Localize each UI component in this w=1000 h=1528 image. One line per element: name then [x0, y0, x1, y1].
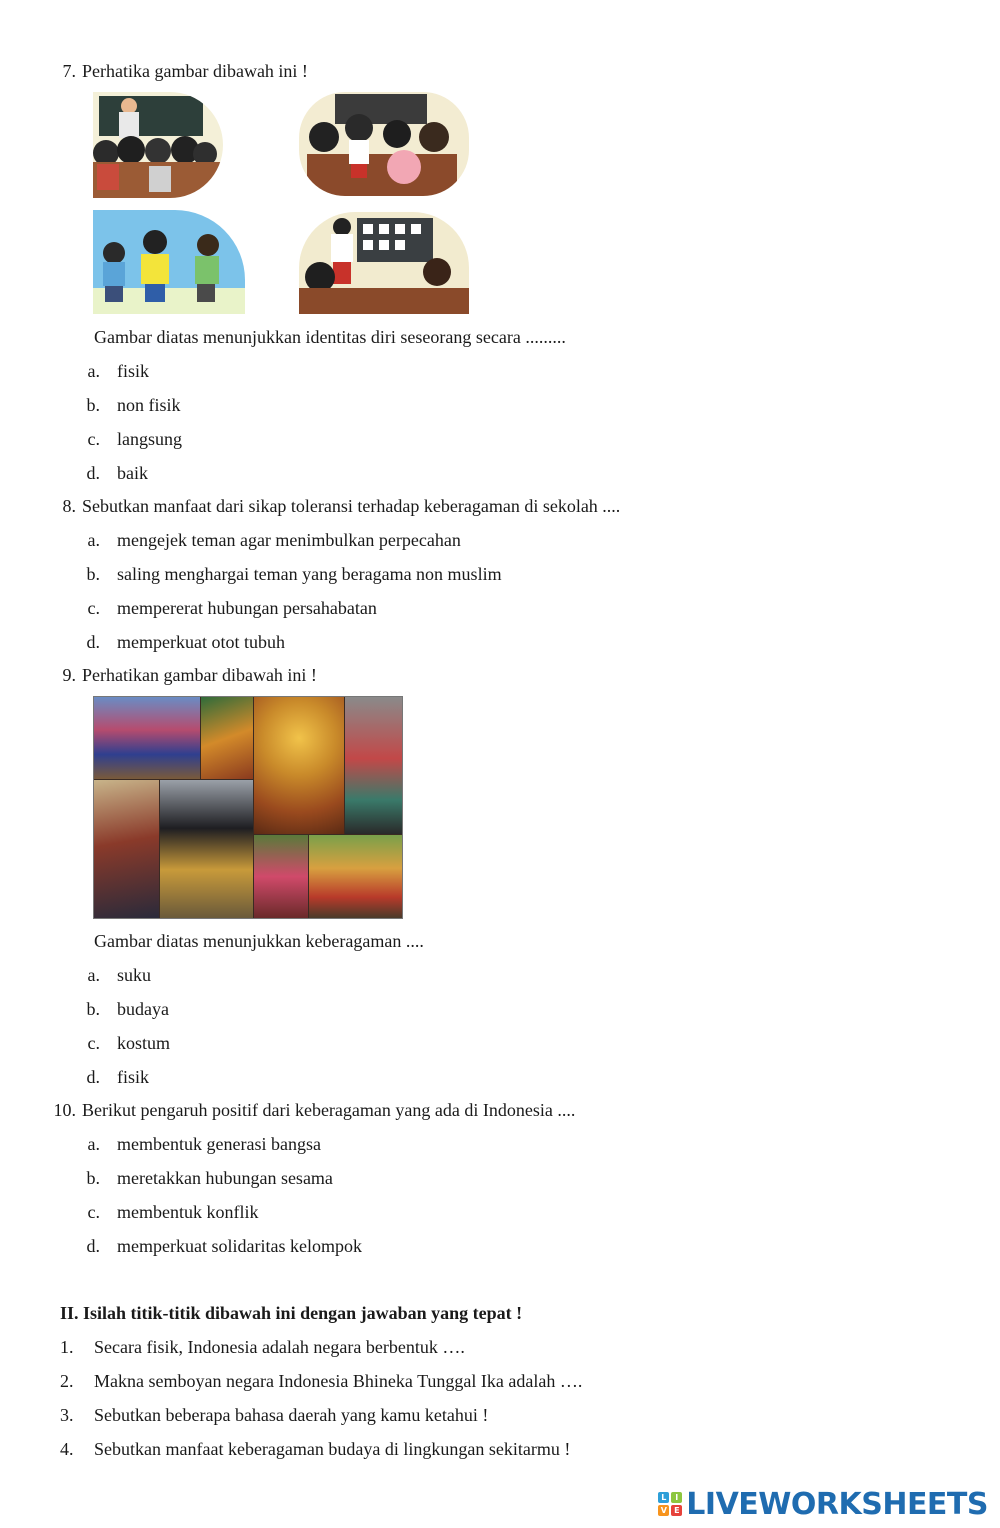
option-text[interactable]: meretakkan hubungan sesama [117, 1168, 333, 1188]
question-text: Perhatikan gambar dibawah ini ! [82, 665, 317, 685]
identity-illustration [93, 92, 481, 314]
option-letter: b. [86, 1168, 100, 1188]
option-letter: b. [86, 999, 100, 1019]
question-caption: Gambar diatas menunjukkan identitas diri seseorang secara ......... [94, 327, 566, 347]
item-text: Makna semboyan negara Indonesia Bhineka Tunggal Ika adalah …. [94, 1371, 583, 1391]
option-letter: a. [87, 1134, 100, 1154]
option-text[interactable]: fisik [117, 1067, 150, 1087]
option-letter: c. [87, 598, 100, 618]
section-heading: II. Isilah titik-titik dibawah ini dengan jawaban yang tepat ! [60, 1303, 523, 1323]
option-text[interactable]: membentuk konflik [117, 1202, 259, 1222]
option-letter: b. [86, 395, 100, 415]
liveworksheets-logo-icon [658, 1492, 682, 1516]
option-letter: a. [87, 361, 100, 381]
cultural-diversity-collage [93, 696, 403, 919]
logo-mark-tile: V [658, 1505, 669, 1516]
item-number: 1. [60, 1337, 74, 1357]
option-text[interactable]: non fisik [117, 395, 181, 415]
question-text: Perhatika gambar dibawah ini ! [82, 61, 308, 81]
option-text[interactable]: suku [117, 965, 152, 985]
option-letter: a. [87, 530, 100, 550]
item-number: 3. [60, 1405, 74, 1425]
option-letter: b. [86, 564, 100, 584]
item-text: Sebutkan manfaat keberagaman budaya di lingkungan sekitarmu ! [94, 1439, 571, 1459]
option-letter: c. [87, 1202, 100, 1222]
option-letter: c. [87, 429, 100, 449]
option-text[interactable]: budaya [117, 999, 169, 1019]
option-letter: d. [86, 632, 100, 652]
logo-text: LIVEWORKSHEETS [686, 1486, 988, 1522]
option-text[interactable]: membentuk generasi bangsa [117, 1134, 321, 1154]
option-letter: c. [87, 1033, 100, 1053]
question-number: 7. [62, 61, 76, 81]
item-number: 2. [60, 1371, 74, 1391]
option-text[interactable]: langsung [117, 429, 182, 449]
option-text[interactable]: mengejek teman agar menimbulkan perpecahan [117, 530, 461, 550]
item-number: 4. [60, 1439, 74, 1459]
question-text: Sebutkan manfaat dari sikap toleransi terhadap keberagaman di sekolah .... [82, 496, 621, 516]
option-text[interactable]: baik [117, 463, 148, 483]
option-text[interactable]: mempererat hubungan persahabatan [117, 598, 377, 618]
item-text: Sebutkan beberapa bahasa daerah yang kamu ketahui ! [94, 1405, 489, 1425]
question-number: 10. [53, 1100, 76, 1120]
item-text: Secara fisik, Indonesia adalah negara berbentuk …. [94, 1337, 465, 1357]
option-text[interactable]: kostum [117, 1033, 171, 1053]
option-letter: d. [86, 1067, 100, 1087]
question-number: 9. [62, 665, 76, 685]
option-text[interactable]: fisik [117, 361, 150, 381]
question-caption: Gambar diatas menunjukkan keberagaman .... [94, 931, 424, 951]
logo-mark-tile: I [671, 1492, 682, 1503]
question-text: Berikut pengaruh positif dari keberagaman yang ada di Indonesia .... [82, 1100, 576, 1120]
option-letter: d. [86, 463, 100, 483]
option-text[interactable]: saling menghargai teman yang beragama non muslim [117, 564, 502, 584]
option-text[interactable]: memperkuat solidaritas kelompok [117, 1236, 362, 1256]
option-letter: d. [86, 1236, 100, 1256]
logo-mark-tile: E [671, 1505, 682, 1516]
question-number: 8. [62, 496, 76, 516]
liveworksheets-logo[interactable] [658, 1486, 988, 1522]
logo-mark-tile: L [658, 1492, 669, 1503]
option-letter: a. [87, 965, 100, 985]
option-text[interactable]: memperkuat otot tubuh [117, 632, 285, 652]
